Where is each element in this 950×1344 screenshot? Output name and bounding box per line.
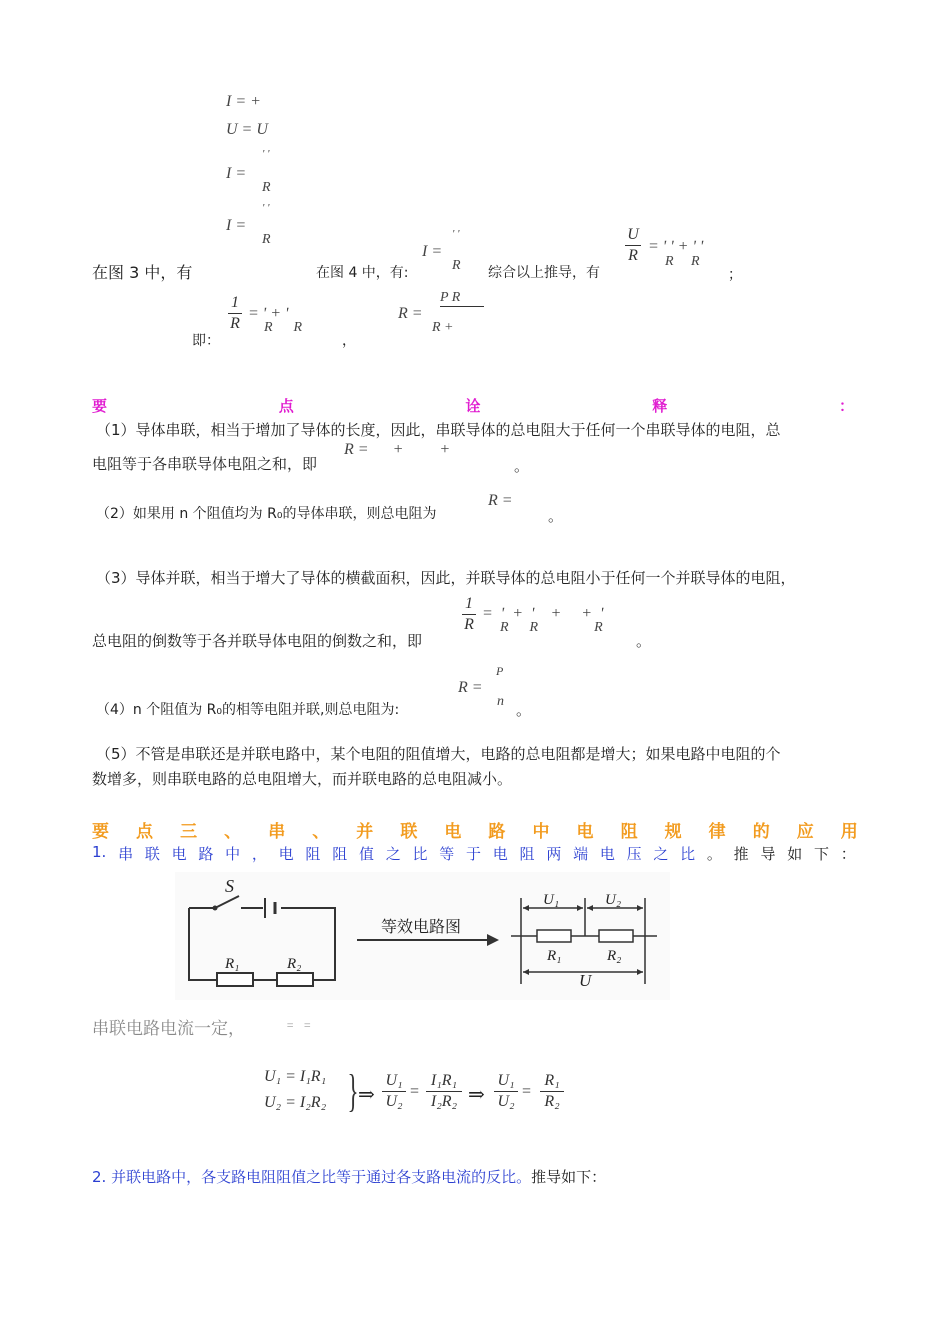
eq-r1-label: R₁	[547, 948, 562, 964]
formula-parallel-r: R =	[398, 305, 423, 322]
series-current-text: 串联电路电流一定，	[92, 1019, 245, 1039]
formula-fig4: I =	[422, 243, 443, 260]
r2-label: R₂	[287, 956, 302, 972]
formula-fragment: R R	[665, 254, 700, 269]
implies-arrow-2: ⇒	[468, 1082, 485, 1106]
fraction-one-over-r: 1 R	[228, 294, 242, 333]
switch-label: S	[225, 876, 234, 896]
formula-fragment: = =	[286, 1018, 312, 1032]
fraction-u1-u2-result: U₁ U₂	[494, 1072, 518, 1111]
switch-pivot	[213, 906, 218, 911]
resistor-r2	[277, 973, 313, 986]
fig4-text: 在图 4 中，有:	[316, 265, 409, 281]
ji-text: 即：	[192, 333, 220, 349]
point-1-line-b: 电阻等于各串联导体电阻之和，即	[92, 455, 318, 473]
formula-current-2: I =	[226, 217, 247, 234]
formula-fragment: R	[262, 180, 271, 195]
item-1-series-ratio: 1. 串 联 电 路 中 ， 电 阻 阻 值 之 比 等 于 电 阻 两 端 电 压 之 比 。 推 导 如 下 ：	[92, 843, 856, 863]
eq-r2-label: R₂	[607, 948, 622, 964]
formula-fragment: P R	[440, 290, 484, 307]
u-label: U	[579, 971, 592, 990]
point-5-line-b: 数增多，则串联电路的总电阻增大，而并联电路的总电阻减小。	[92, 770, 513, 788]
r1-label: R₁	[225, 956, 240, 972]
resistor-r1	[217, 973, 253, 986]
formula-fragment: = ʹ + ʹ + + ʹ	[482, 605, 604, 622]
implies-arrow-1: ⇒	[358, 1082, 375, 1106]
formula-series-n: R =	[488, 492, 513, 509]
fraction-one-over-r-parallel: 1 R	[462, 595, 476, 634]
point-3-line-a: （3）导体并联，相当于增大了导体的横截面积，因此，并联导体的总电阻小于任何一个并联导体的电阻，	[96, 569, 796, 587]
equation-u1: U₁ = I₁R₁	[264, 1068, 327, 1085]
fraction-u-over-r: U R	[625, 226, 641, 265]
formula-fragment: R R	[264, 320, 303, 335]
fraction-i1r1-i2r2: I₁R₁ I₂R₂	[426, 1072, 462, 1111]
point-4-end: 。	[516, 701, 532, 719]
formula-current-1: I =	[226, 165, 247, 182]
formula-fragment: R R R	[500, 620, 603, 635]
formula-fragment: n	[497, 694, 504, 709]
formula-fragment: R +	[432, 320, 454, 335]
comma: ，	[342, 333, 356, 349]
fraction-u1-u2: U₁ U₂	[382, 1072, 406, 1111]
point-1-line-a: （1）导体串联，相当于增加了导体的长度，因此，串联导体的总电阻大于任何一个串联导体的电阻，总	[96, 421, 781, 439]
formula-voltage: U = U	[226, 121, 268, 138]
heading-key-points: 要 点 诠 释 ：	[92, 397, 854, 415]
point-3-line-b: 总电阻的倒数等于各并联导体电阻的倒数之和，即	[92, 632, 423, 650]
item-2-parallel-ratio: 2. 并联电路中，各支路电阻阻值之比等于通过各支路电流的反比。推导如下：	[92, 1168, 607, 1186]
eq-resistor-r1	[537, 930, 571, 942]
formula-fragment: ʹ ʹ	[262, 202, 270, 214]
semicolon: ；	[728, 267, 742, 283]
formula-series-sum: R = + +	[344, 441, 451, 458]
equals-sign: =	[522, 1083, 532, 1100]
formula-fragment: P	[496, 664, 504, 678]
formula-parallel-n: R =	[458, 679, 483, 696]
fig3-text: 在图 3 中，有	[92, 263, 193, 282]
formula-fragment: R	[452, 258, 461, 273]
circuit-diagram	[175, 872, 670, 1000]
equals-sign: =	[410, 1083, 420, 1100]
point-2-end: 。	[548, 507, 564, 525]
formula-fragment: R	[262, 232, 271, 247]
equivalent-label: 等效电路图	[381, 917, 462, 936]
conclude-text: 综合以上推导，有	[488, 265, 600, 281]
formula-fragment: = ʹ ʹ + ʹ ʹ	[648, 238, 704, 255]
right-brace: }	[347, 1065, 359, 1116]
point-3-end: 。	[636, 632, 652, 650]
fraction-r1-r2: R₁ R₂	[540, 1072, 564, 1111]
point-2: （2）如果用 n 个阻值均为 R₀的导体串联，则总电阻为	[96, 506, 437, 522]
derivation-block	[258, 1065, 578, 1124]
formula-fragment: ʹ ʹ	[262, 148, 270, 160]
point-4: （4）n 个阻值为 R₀的相等电阻并联,则总电阻为:	[96, 702, 400, 718]
eq-resistor-r2	[599, 930, 633, 942]
formula-fragment: ʹ ʹ	[452, 228, 460, 240]
u1-label: U₁	[543, 892, 560, 908]
formula-current-sum: I = +	[226, 93, 261, 110]
point-5-line-a: （5）不管是串联还是并联电路中，某个电阻的阻值增大，电路的总电阻都是增大；如果电路中电阻的个	[96, 745, 781, 763]
formula-fragment: = ʹ + ʹ	[248, 305, 289, 322]
equation-u2: U₂ = I₂R₂	[264, 1094, 327, 1111]
point-1-end: 。	[514, 457, 530, 475]
heading-point-three: 要 点 三 、 串 、 并 联 电 路 中 电 阻 规 律 的 应 用	[92, 822, 858, 842]
u2-label: U₂	[605, 892, 622, 908]
